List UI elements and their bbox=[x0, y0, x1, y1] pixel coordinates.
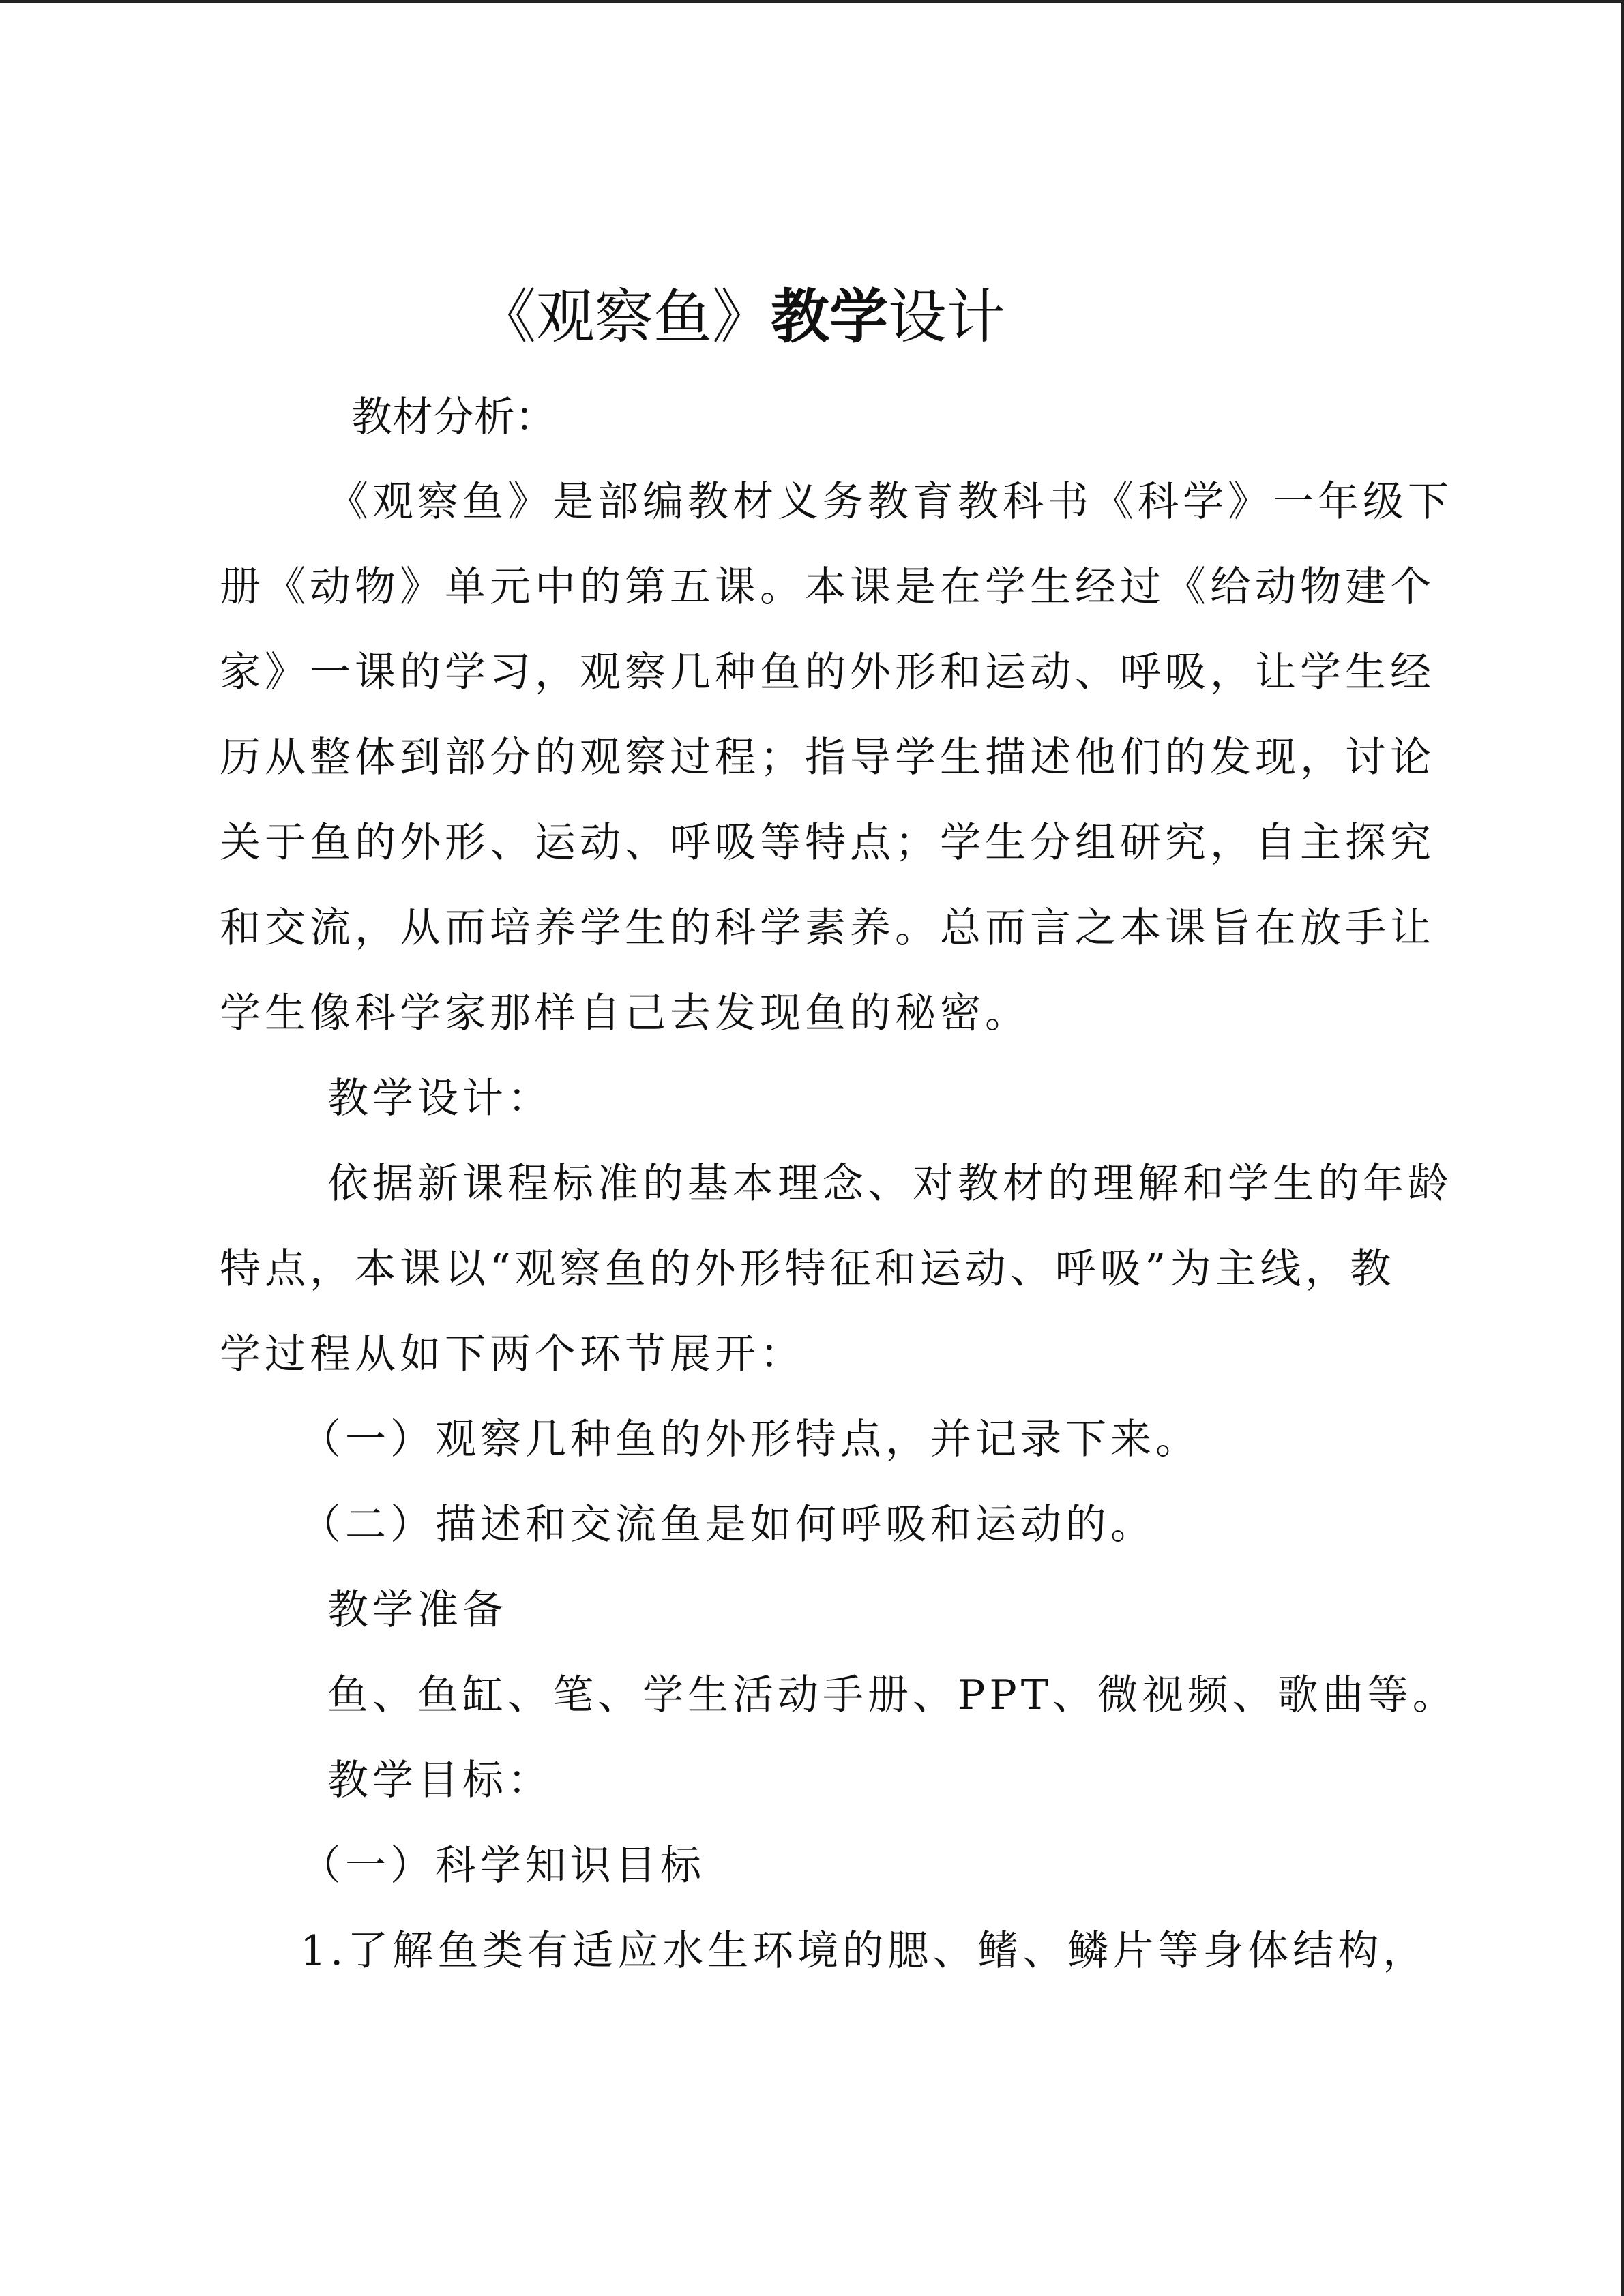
design-line-1: 依据新课程标准的基本理念、对教材的理解和学生的年龄 bbox=[327, 1160, 1453, 1208]
prep-heading: 教学准备 bbox=[327, 1586, 507, 1634]
title-prefix: 《观察鱼》 bbox=[477, 283, 771, 351]
design-line-3: 学过程从如下两个环节展开： bbox=[220, 1330, 805, 1378]
document-title bbox=[477, 282, 1005, 351]
material-line-5: 关于鱼的外形、运动、呼吸等特点；学生分组研究，自主探究 bbox=[220, 819, 1435, 867]
material-line-1: 《观察鱼》是部编教材义务教育教科书《科学》一年级下 bbox=[327, 478, 1453, 526]
design-heading: 教学设计： bbox=[327, 1075, 552, 1122]
design-item-1: （一）观察几种鱼的外形特点，并记录下来。 bbox=[300, 1416, 1200, 1463]
title-bold: 教学 bbox=[771, 282, 888, 351]
material-line-7: 学生像科学家那样自己去发现鱼的秘密。 bbox=[220, 989, 1030, 1037]
material-line-6: 和交流，从而培养学生的科学素养。总而言之本课旨在放手让 bbox=[220, 904, 1435, 952]
material-line-2: 册《动物》单元中的第五课。本课是在学生经过《给动物建个 bbox=[220, 563, 1435, 611]
goals-heading: 教学目标： bbox=[327, 1757, 552, 1804]
design-line-2: 特点，本课以“观察鱼的外形特征和运动、呼吸”为主线，教 bbox=[220, 1245, 1396, 1293]
prep-text: 鱼、鱼缸、笔、学生活动手册、PPT、微视频、歌曲等。 bbox=[327, 1671, 1458, 1719]
material-line-3: 家》一课的学习，观察几种鱼的外形和运动、呼吸，让学生经 bbox=[220, 648, 1435, 696]
material-line-4: 历从整体到部分的观察过程；指导学生描述他们的发现，讨论 bbox=[220, 734, 1435, 781]
material-heading: 教材分析： bbox=[351, 393, 556, 441]
goal-item-1: 1.了解鱼类有适应水生环境的腮、鳍、鳞片等身体结构， bbox=[300, 1927, 1428, 1975]
title-suffix: 设计 bbox=[888, 283, 1005, 351]
design-item-2: （二）描述和交流鱼是如何呼吸和运动的。 bbox=[300, 1501, 1155, 1549]
goal-subheading-1: （一）科学知识目标 bbox=[300, 1842, 705, 1890]
